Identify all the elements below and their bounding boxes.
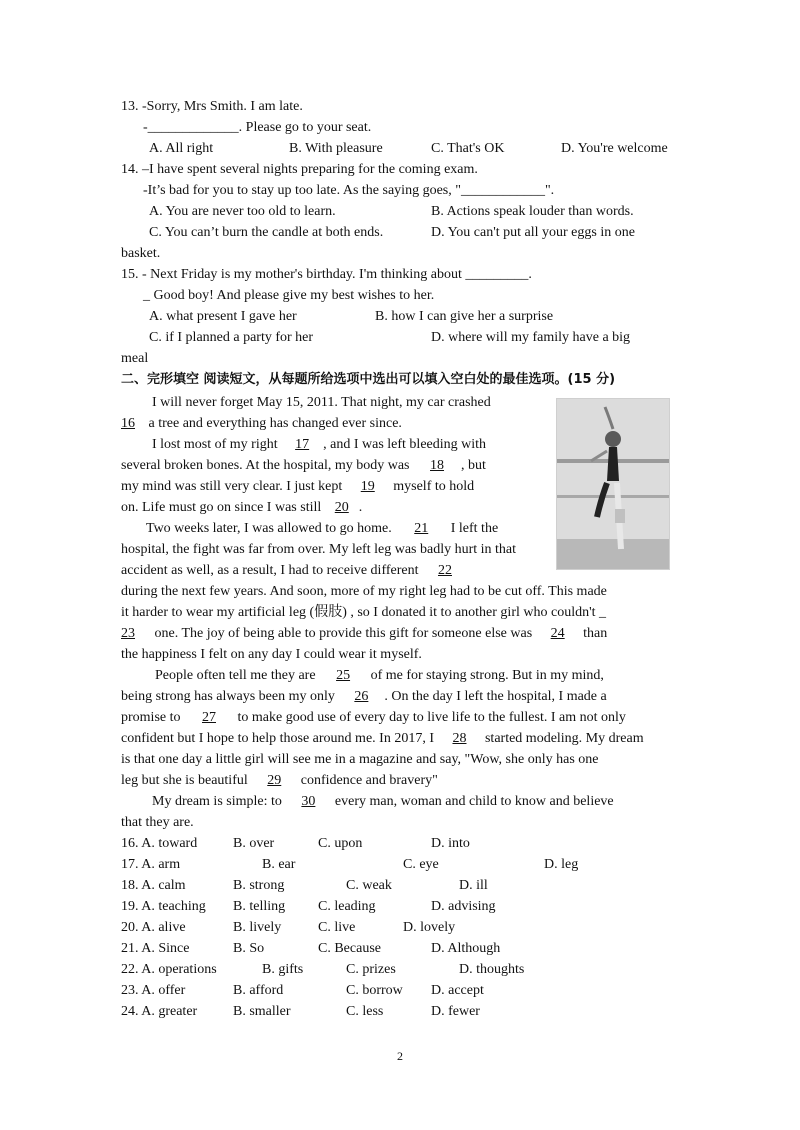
passage-line: is that one day a little girl will see me in a magazine and say, "Wow, she only has one [121, 752, 599, 767]
passage-line: My dream is simple: to 30 every man, woman and child to know and believe [152, 792, 678, 812]
q13-option-c: C. That's OK [431, 141, 505, 156]
q15-option-d-cont: meal [121, 351, 149, 366]
option-choice: C. prizes [346, 962, 396, 977]
option-choice: B. So [233, 941, 265, 956]
option-row-label: 18. A. calm [121, 878, 186, 893]
dancer-illustration [557, 399, 669, 569]
option-choice: D. into [431, 836, 470, 851]
option-choice: D. Although [431, 941, 501, 956]
q14-question: 14. –I have spent several nights preparing for the coming exam. [121, 162, 478, 177]
option-choice: B. gifts [262, 962, 304, 977]
option-row-label: 20. A. alive [121, 920, 186, 935]
option-choice: D. fewer [431, 1004, 480, 1019]
q15-option-a: A. what present I gave her [149, 309, 297, 324]
option-choice: B. ear [262, 857, 296, 872]
option-choice: C. eye [403, 857, 439, 872]
passage-line: that they are. [121, 815, 194, 830]
passage-line: People often tell me they are 25 of me for staying strong. But in my mind, [155, 666, 678, 686]
option-choice: D. lovely [403, 920, 456, 935]
option-choice: B. strong [233, 878, 285, 893]
q15-question: 15. - Next Friday is my mother's birthday. I'm thinking about _________. [121, 267, 532, 282]
option-choice: D. thoughts [459, 962, 525, 977]
option-choice: C. Because [318, 941, 381, 956]
blank-22: 22 [438, 563, 452, 578]
passage-line: I will never forget May 15, 2011. That night, my car crashed [152, 395, 491, 410]
option-choice: B. telling [233, 899, 286, 914]
option-choice: B. over [233, 836, 275, 851]
option-row-label: 19. A. teaching [121, 899, 206, 914]
blank-25: 25 [336, 668, 351, 683]
passage-line: leg but she is beautiful 29 confidence and bravery" [121, 771, 678, 791]
blank-17: 17 [295, 437, 310, 452]
option-row-label: 21. A. Since [121, 941, 190, 956]
passage-line: promise to 27 to make good use of every day to live life to the fullest. I am not only [121, 708, 678, 728]
q13-option-d: D. You're welcome [561, 141, 668, 156]
q14-option-c: C. You can’t burn the candle at both ends. [149, 225, 384, 240]
option-choice: D. ill [459, 878, 488, 893]
blank-16: 16 [121, 416, 135, 431]
option-choice: C. upon [318, 836, 363, 851]
passage-line: 23 one. The joy of being able to provide this gift for someone else was 24 than [121, 624, 678, 644]
option-choice: C. less [346, 1004, 384, 1019]
q14-option-d: D. You can't put all your eggs in one [431, 225, 635, 240]
option-choice: C. leading [318, 899, 376, 914]
option-row-label: 24. A. greater [121, 1004, 198, 1019]
passage-line: the happiness I felt on any day I could wear it myself. [121, 647, 422, 662]
option-row-label: 23. A. offer [121, 983, 186, 998]
blank-26: 26 [354, 689, 369, 704]
passage-line: accident as well, as a result, I had to receive different 22 [121, 561, 543, 581]
option-row-label: 22. A. operations [121, 962, 217, 977]
page-number: 2 [397, 1049, 403, 1063]
q13-question: 13. -Sorry, Mrs Smith. I am late. [121, 99, 303, 114]
q15-option-d: D. where will my family have a big [431, 330, 631, 345]
blank-29: 29 [267, 773, 282, 788]
option-choice: B. lively [233, 920, 282, 935]
option-choice: D. accept [431, 983, 484, 998]
q13-option-b: B. With pleasure [289, 141, 383, 156]
q15-option-b: B. how I can give her a surprise [375, 309, 554, 324]
passage-line: Two weeks later, I was allowed to go home. 21 I left the [146, 519, 543, 539]
option-choice: D. leg [544, 857, 579, 872]
option-choice: C. borrow [346, 983, 403, 998]
passage-line: being strong has always been my only 26 . On the day I left the hospital, I made a [121, 687, 678, 707]
blank-24: 24 [550, 626, 565, 641]
blank-21: 21 [414, 521, 429, 536]
option-choice: B. afford [233, 983, 284, 998]
blank-18: 18 [430, 458, 445, 473]
q13-response: -_____________. Please go to your seat. [143, 120, 372, 135]
passage-line: several broken bones. At the hospital, my body was 18 , but [121, 456, 543, 476]
q14-option-a: A. You are never too old to learn. [149, 204, 336, 219]
blank-30: 30 [301, 794, 316, 809]
section-2-title: 二、完形填空 阅读短文，从每题所给选项中选出可以填入空白处的最佳选项。(15 分) [121, 372, 616, 387]
passage-line: it harder to wear my artificial leg (假肢) , so I donated it to another girl who couldn't _ [121, 605, 606, 620]
option-choice: C. live [318, 920, 356, 935]
option-row-label: 17. A. arm [121, 857, 181, 872]
passage-line: during the next few years. And soon, more of my right leg had to be cut off. This made [121, 584, 607, 599]
passage-line: my mind was still very clear. I just kept 19 myself to hold [121, 477, 543, 497]
q14-option-b: B. Actions speak louder than words. [431, 204, 634, 219]
q15-response: _ Good boy! And please give my best wishes to her. [143, 288, 435, 303]
option-choice: C. weak [346, 878, 392, 893]
blank-20: 20 [334, 500, 349, 515]
q14-option-d-cont: basket. [121, 246, 161, 261]
blank-27: 27 [202, 710, 216, 725]
passage-line: hospital, the fight was far from over. My left leg was badly hurt in that [121, 542, 517, 557]
passage-line: confident but I hope to help those around me. In 2017, I 28 started modeling. My dream [121, 729, 678, 749]
q14-response: -It’s bad for you to stay up too late. As the saying goes, "____________". [143, 183, 555, 198]
blank-19: 19 [360, 479, 375, 494]
blank-28: 28 [452, 731, 467, 746]
q15-option-c: C. if I planned a party for her [149, 330, 314, 345]
option-row-label: 16. A. toward [121, 836, 198, 851]
passage-line: I lost most of my right 17 , and I was left bleeding with [152, 435, 543, 455]
ballet-dancer-photo [556, 398, 670, 570]
q13-option-a: A. All right [149, 141, 214, 156]
option-choice: D. advising [431, 899, 496, 914]
passage-line: on. Life must go on since I was still 20 . [121, 498, 543, 518]
option-choice: B. smaller [233, 1004, 291, 1019]
passage-line: 16 a tree and everything has changed ever since. [121, 414, 543, 434]
blank-23: 23 [121, 626, 135, 641]
